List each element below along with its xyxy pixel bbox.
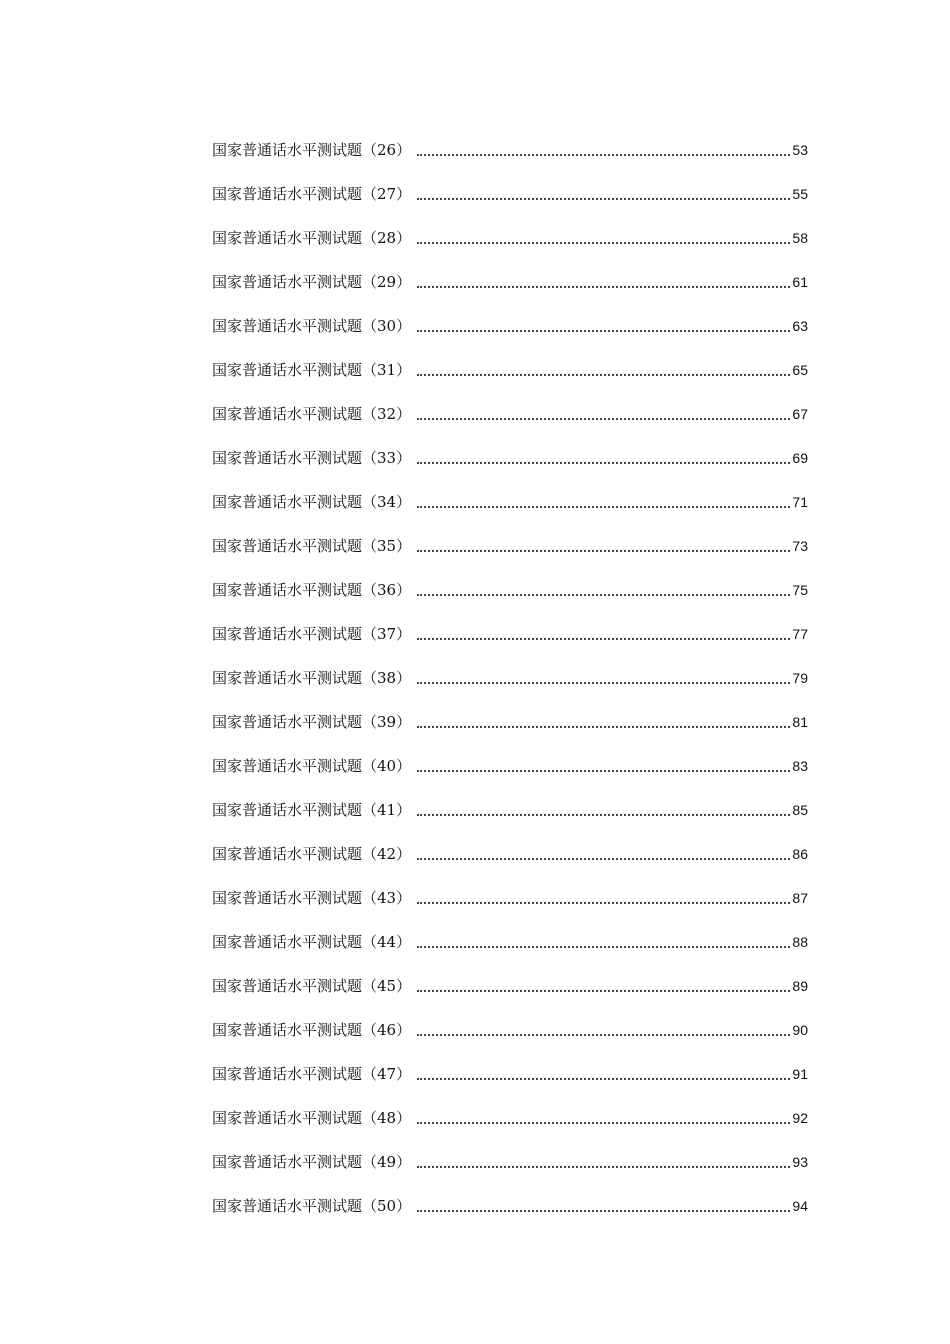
toc-entry[interactable] <box>212 1087 808 1131</box>
toc-entry[interactable] <box>212 119 808 163</box>
toc-entry[interactable] <box>212 515 808 559</box>
toc-entry-title: 国家普通话水平测试题（31） <box>212 361 412 379</box>
toc-dot-leader <box>417 901 790 904</box>
toc-entry-page-number: 75 <box>792 582 808 598</box>
toc-dot-leader <box>417 1165 790 1168</box>
toc-entry-page-number: 89 <box>792 978 808 994</box>
toc-entry[interactable] <box>212 251 808 295</box>
toc-entry-page-number: 93 <box>792 1154 808 1170</box>
toc-dot-leader <box>417 637 790 640</box>
toc-entry-title: 国家普通话水平测试题（30） <box>212 317 412 335</box>
toc-entry-page-number: 58 <box>792 230 808 246</box>
toc-entry-page-number: 69 <box>792 450 808 466</box>
toc-dot-leader <box>417 461 790 464</box>
toc-entry-title: 国家普通话水平测试题（27） <box>212 185 412 203</box>
toc-entry-title: 国家普通话水平测试题（34） <box>212 493 412 511</box>
toc-entry-title: 国家普通话水平测试题（45） <box>212 977 412 995</box>
toc-entry-title: 国家普通话水平测试题（26） <box>212 141 412 159</box>
toc-entry-title: 国家普通话水平测试题（37） <box>212 625 412 643</box>
toc-entry-page-number: 63 <box>792 318 808 334</box>
toc-entry-title: 国家普通话水平测试题（36） <box>212 581 412 599</box>
toc-entry[interactable] <box>212 823 808 867</box>
toc-entry-title: 国家普通话水平测试题（28） <box>212 229 412 247</box>
toc-entry-page-number: 53 <box>792 142 808 158</box>
toc-entry-page-number: 65 <box>792 362 808 378</box>
toc-dot-leader <box>417 197 790 200</box>
toc-entry-title: 国家普通话水平测试题（29） <box>212 273 412 291</box>
toc-dot-leader <box>417 241 790 244</box>
toc-entry[interactable] <box>212 691 808 735</box>
toc-entry-title: 国家普通话水平测试题（41） <box>212 801 412 819</box>
toc-entry[interactable] <box>212 999 808 1043</box>
toc-entry[interactable] <box>212 779 808 823</box>
toc-dot-leader <box>417 373 790 376</box>
toc-entry[interactable] <box>212 735 808 779</box>
toc-entry-page-number: 94 <box>792 1198 808 1214</box>
toc-entry-page-number: 83 <box>792 758 808 774</box>
toc-dot-leader <box>417 945 790 948</box>
toc-entry[interactable] <box>212 867 808 911</box>
toc-entry-title: 国家普通话水平测试题（38） <box>212 669 412 687</box>
toc-entry-page-number: 92 <box>792 1110 808 1126</box>
toc-dot-leader <box>417 593 790 596</box>
toc-entry-title: 国家普通话水平测试题（50） <box>212 1197 412 1215</box>
toc-dot-leader <box>417 417 790 420</box>
toc-entry-title: 国家普通话水平测试题（32） <box>212 405 412 423</box>
toc-entry[interactable] <box>212 603 808 647</box>
toc-entry-title: 国家普通话水平测试题（40） <box>212 757 412 775</box>
toc-entry-title: 国家普通话水平测试题（42） <box>212 845 412 863</box>
toc-entry-title: 国家普通话水平测试题（46） <box>212 1021 412 1039</box>
toc-dot-leader <box>417 1077 790 1080</box>
toc-dot-leader <box>417 1209 790 1212</box>
toc-dot-leader <box>417 285 790 288</box>
toc-dot-leader <box>417 989 790 992</box>
toc-entry-page-number: 81 <box>792 714 808 730</box>
toc-entry-page-number: 87 <box>792 890 808 906</box>
toc-entry[interactable] <box>212 471 808 515</box>
toc-entry[interactable] <box>212 955 808 999</box>
toc-dot-leader <box>417 813 790 816</box>
toc-dot-leader <box>417 769 790 772</box>
toc-dot-leader <box>417 681 790 684</box>
toc-entry[interactable] <box>212 295 808 339</box>
toc-entry[interactable] <box>212 383 808 427</box>
toc-entry-title: 国家普通话水平测试题（47） <box>212 1065 412 1083</box>
toc-dot-leader <box>417 549 790 552</box>
toc-entry-page-number: 86 <box>792 846 808 862</box>
toc-entry-page-number: 73 <box>792 538 808 554</box>
toc-entry-page-number: 77 <box>792 626 808 642</box>
toc-entry-page-number: 67 <box>792 406 808 422</box>
toc-entry-title: 国家普通话水平测试题（44） <box>212 933 412 951</box>
toc-entry[interactable] <box>212 339 808 383</box>
toc-dot-leader <box>417 1033 790 1036</box>
toc-entry-title: 国家普通话水平测试题（35） <box>212 537 412 555</box>
toc-dot-leader <box>417 329 790 332</box>
toc-entry[interactable] <box>212 1043 808 1087</box>
toc-entry-title: 国家普通话水平测试题（39） <box>212 713 412 731</box>
toc-dot-leader <box>417 505 790 508</box>
toc-entry[interactable] <box>212 163 808 207</box>
toc-entry[interactable] <box>212 911 808 955</box>
toc-entry-title: 国家普通话水平测试题（48） <box>212 1109 412 1127</box>
toc-entry[interactable] <box>212 207 808 251</box>
toc-entry[interactable] <box>212 427 808 471</box>
toc-entry[interactable] <box>212 1175 808 1219</box>
toc-dot-leader <box>417 857 790 860</box>
toc-entry[interactable] <box>212 647 808 691</box>
toc-entry-page-number: 88 <box>792 934 808 950</box>
toc-entry[interactable] <box>212 559 808 603</box>
table-of-contents <box>212 119 808 1219</box>
toc-entry-title: 国家普通话水平测试题（43） <box>212 889 412 907</box>
toc-entry-page-number: 90 <box>792 1022 808 1038</box>
toc-entry-page-number: 61 <box>792 274 808 290</box>
toc-entry-page-number: 55 <box>792 186 808 202</box>
toc-entry-page-number: 79 <box>792 670 808 686</box>
toc-entry-title: 国家普通话水平测试题（49） <box>212 1153 412 1171</box>
toc-entry-page-number: 71 <box>792 494 808 510</box>
toc-entry-title: 国家普通话水平测试题（33） <box>212 449 412 467</box>
toc-entry-page-number: 85 <box>792 802 808 818</box>
toc-dot-leader <box>417 725 790 728</box>
toc-dot-leader <box>417 1121 790 1124</box>
toc-entry[interactable] <box>212 1131 808 1175</box>
toc-entry-page-number: 91 <box>792 1066 808 1082</box>
toc-dot-leader <box>417 153 790 156</box>
